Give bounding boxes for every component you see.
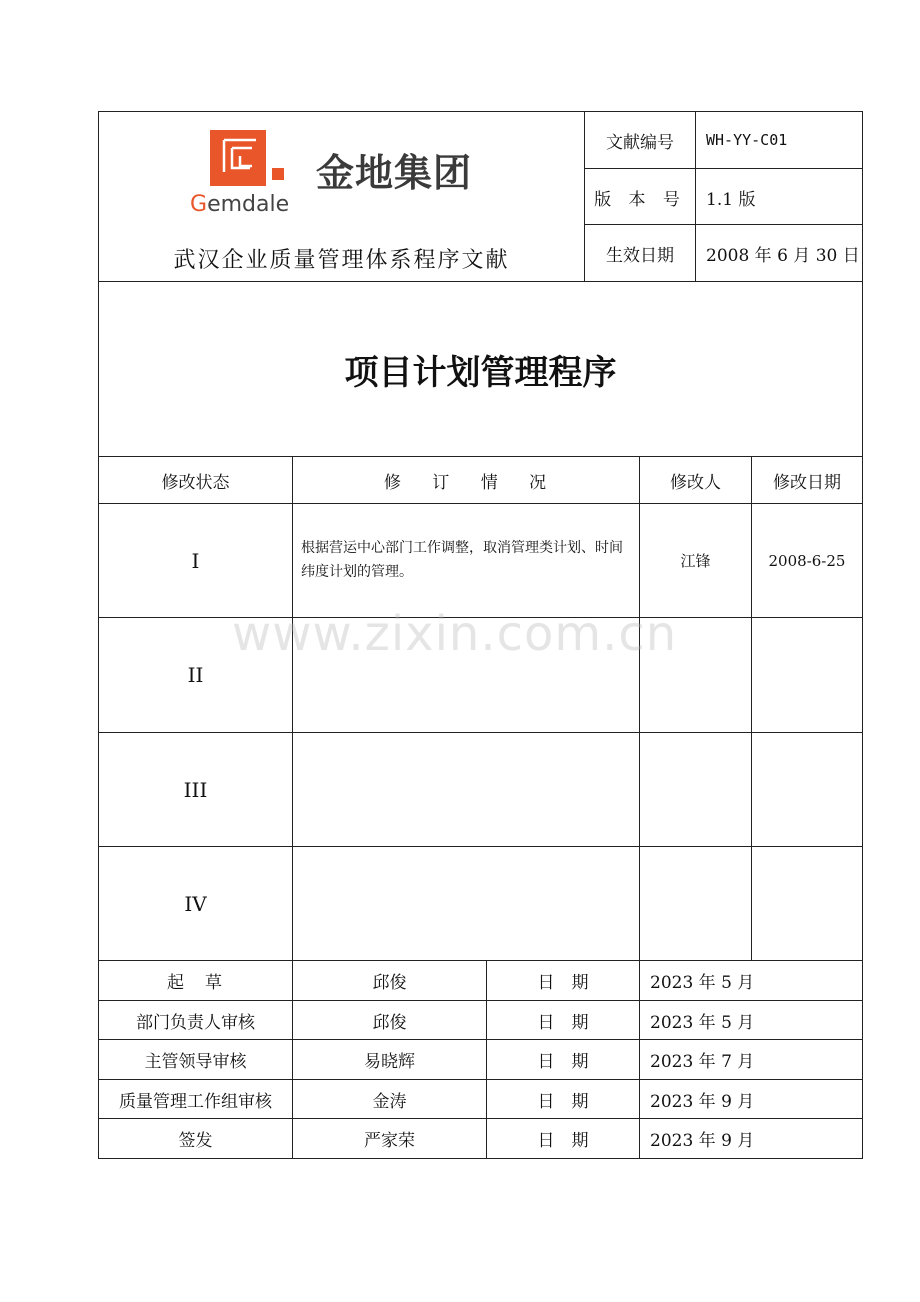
brand-chinese-name: 金地集团 xyxy=(316,151,473,195)
revision-header-date: 修改日期 xyxy=(773,472,841,493)
grid-line xyxy=(584,111,585,281)
doc-number-value: WH-YY-C01 xyxy=(706,131,788,149)
grid-line xyxy=(98,503,863,504)
grid-line xyxy=(98,1158,863,1159)
approval-name: 邱俊 xyxy=(372,1013,407,1033)
grid-line xyxy=(98,281,863,282)
revision-header-person: 修改人 xyxy=(670,472,721,493)
grid-line xyxy=(695,111,696,281)
grid-line xyxy=(292,960,293,1159)
grid-line xyxy=(639,456,640,961)
revision-description: 根据营运中心部门工作调整，取消管理类计划、时间纬度计划的管理。 xyxy=(301,540,623,580)
revision-header-description: 修 订 情 况 xyxy=(383,472,549,493)
approval-date: 2023 年 5 月 xyxy=(650,973,755,993)
approval-name: 严家荣 xyxy=(364,1131,415,1151)
approval-role: 主管领导审核 xyxy=(144,1052,247,1072)
version-value: 1.1 版 xyxy=(706,189,756,210)
approval-role: 质量管理工作组审核 xyxy=(119,1092,272,1112)
approval-name: 金涛 xyxy=(372,1092,407,1112)
doc-number-label: 文献编号 xyxy=(606,132,674,153)
approval-role: 起 草 xyxy=(167,973,224,993)
grid-line xyxy=(98,456,863,457)
approval-date: 2023 年 7 月 xyxy=(650,1052,755,1072)
grid-line xyxy=(98,1000,863,1001)
approval-date-label: 日 期 xyxy=(537,1052,589,1072)
revision-status: III xyxy=(183,777,208,802)
approval-date-label: 日 期 xyxy=(537,973,589,993)
approval-date-label: 日 期 xyxy=(537,1092,589,1112)
grid-line xyxy=(751,456,752,961)
version-label: 版 本 号 xyxy=(594,189,686,210)
gemdale-logo-icon xyxy=(210,130,286,186)
effective-date-label: 生效日期 xyxy=(606,245,674,266)
grid-line xyxy=(98,960,863,961)
grid-line xyxy=(584,168,863,169)
revision-header-status: 修改状态 xyxy=(161,472,230,493)
approval-date: 2023 年 9 月 xyxy=(650,1131,755,1151)
approval-name: 易晓辉 xyxy=(364,1052,415,1072)
revision-status: I xyxy=(191,548,200,573)
grid-line xyxy=(584,224,863,225)
brand-english-rest: emdale xyxy=(207,192,290,217)
grid-line xyxy=(639,960,640,1159)
approval-name: 邱俊 xyxy=(372,973,407,993)
grid-line xyxy=(98,111,99,1159)
revision-date: 2008-6-25 xyxy=(768,551,846,570)
effective-date-value: 2008 年 6 月 30 日 xyxy=(706,245,860,266)
grid-line xyxy=(98,1039,863,1040)
approval-date: 2023 年 9 月 xyxy=(650,1092,755,1112)
system-subtitle: 武汉企业质量管理体系程序文献 xyxy=(173,247,510,273)
revision-status: IV xyxy=(184,891,207,916)
approval-date: 2023 年 5 月 xyxy=(650,1013,755,1033)
grid-line xyxy=(98,846,863,847)
revision-person: 江锋 xyxy=(680,552,711,570)
brand-english-name: Gemdale xyxy=(190,192,290,217)
watermark: www.zixin.com.cn xyxy=(232,606,678,662)
document-title: 项目计划管理程序 xyxy=(344,352,617,393)
approval-role: 部门负责人审核 xyxy=(136,1013,255,1033)
grid-line xyxy=(98,1118,863,1119)
grid-line xyxy=(862,111,863,1159)
approval-date-label: 日 期 xyxy=(537,1013,589,1033)
grid-line xyxy=(98,111,863,112)
grid-line xyxy=(292,456,293,961)
approval-role: 签发 xyxy=(178,1131,213,1151)
revision-status: II xyxy=(187,663,204,687)
grid-line xyxy=(486,960,487,1159)
approval-date-label: 日 期 xyxy=(537,1131,589,1151)
grid-line xyxy=(98,1079,863,1080)
grid-line xyxy=(98,732,863,733)
